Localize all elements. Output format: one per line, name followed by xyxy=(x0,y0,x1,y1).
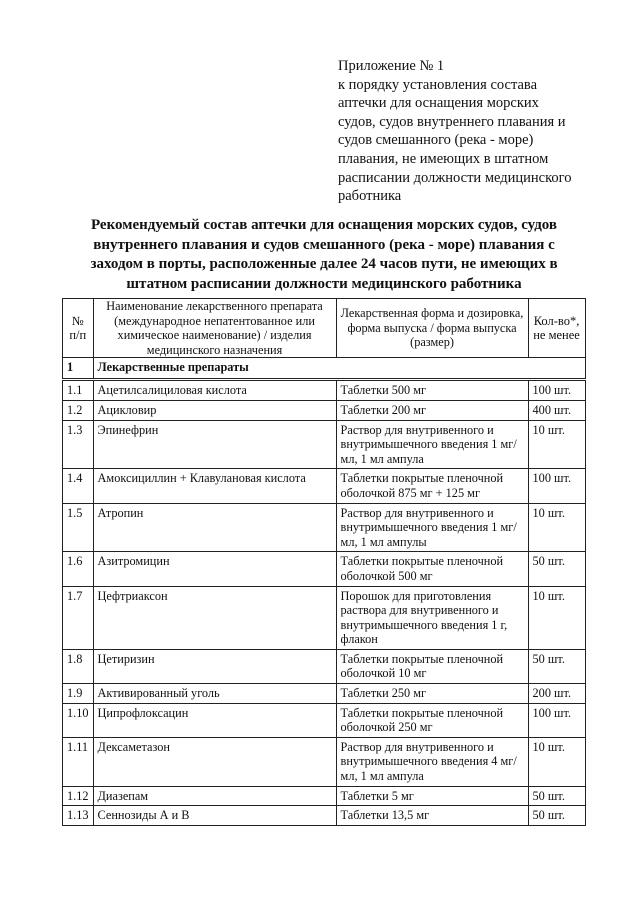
table-row xyxy=(63,737,586,786)
table-row xyxy=(63,400,586,420)
appendix-line: расписании должности медицинского xyxy=(338,169,572,186)
drug-name: Цетиризин xyxy=(93,649,336,683)
drug-name: Дексаметазон xyxy=(93,737,336,786)
drug-name: Амоксициллин + Клавулановая кислота xyxy=(93,469,336,503)
title-line: внутреннего плавания и судов смешанного (река - море) плавания с xyxy=(93,236,555,253)
drug-name: Азитромицин xyxy=(93,552,336,586)
dosage-form: Таблетки 200 мг xyxy=(336,400,528,420)
row-number: 1.13 xyxy=(63,806,94,826)
row-number: 1.8 xyxy=(63,649,94,683)
dosage-form: Таблетки 250 мг xyxy=(336,684,528,704)
dosage-form: Таблетки покрытые пленочной оболочкой 875 мг + 125 мг xyxy=(336,469,528,503)
quantity: 100 шт. xyxy=(528,380,585,401)
appendix-block xyxy=(338,57,628,206)
dosage-form: Таблетки 500 мг xyxy=(336,380,528,401)
quantity: 400 шт. xyxy=(528,400,585,420)
quantity: 10 шт. xyxy=(528,420,585,469)
quantity: 50 шт. xyxy=(528,806,585,826)
dosage-form: Раствор для внутривенного и внутримышечного введения 4 мг/мл, 1 мл ампула xyxy=(336,737,528,786)
dosage-form: Таблетки покрытые пленочной оболочкой 250 мг xyxy=(336,703,528,737)
row-number: 1.11 xyxy=(63,737,94,786)
title-line: штатном расписании должности медицинского работника xyxy=(126,275,522,292)
dosage-form: Раствор для внутривенного и внутримышечного введения 1 мг/мл, 1 мл ампула xyxy=(336,420,528,469)
table-row xyxy=(63,503,586,552)
quantity: 50 шт. xyxy=(528,786,585,806)
dosage-form: Таблетки 5 мг xyxy=(336,786,528,806)
quantity: 10 шт. xyxy=(528,737,585,786)
appendix-line: работника xyxy=(338,188,402,205)
table-row xyxy=(63,786,586,806)
appendix-line: плавания, не имеющих в штатном xyxy=(338,150,549,167)
dosage-form: Таблетки покрытые пленочной оболочкой 10 мг xyxy=(336,649,528,683)
table-row xyxy=(63,552,586,586)
section-number: 1 xyxy=(63,358,94,380)
quantity: 100 шт. xyxy=(528,469,585,503)
drug-name: Цефтриаксон xyxy=(93,586,336,649)
drug-name: Диазепам xyxy=(93,786,336,806)
quantity: 100 шт. xyxy=(528,703,585,737)
dosage-form: Таблетки 13,5 мг xyxy=(336,806,528,826)
row-number: 1.5 xyxy=(63,503,94,552)
table-row xyxy=(63,806,586,826)
drug-name: Ацетилсалициловая кислота xyxy=(93,380,336,401)
table-row xyxy=(63,703,586,737)
table-row xyxy=(63,380,586,401)
drug-name: Ацикловир xyxy=(93,400,336,420)
appendix-line: судов, судов внутреннего плавания и xyxy=(338,113,566,130)
table-row xyxy=(63,469,586,503)
row-number: 1.3 xyxy=(63,420,94,469)
document-title xyxy=(60,216,588,294)
dosage-form: Раствор для внутривенного и внутримышечного введения 1 мг/мл, 1 мл ампулы xyxy=(336,503,528,552)
row-number: 1.7 xyxy=(63,586,94,649)
drug-name: Активированный уголь xyxy=(93,684,336,704)
header-name: Наименование лекарственного препарата (международное непатентованное или химическое наименование) / изделия медицинского назначения xyxy=(93,299,336,358)
drug-name: Атропин xyxy=(93,503,336,552)
drug-name: Сеннозиды А и В xyxy=(93,806,336,826)
header-quantity: Кол-во*, не менее xyxy=(528,299,585,358)
row-number: 1.10 xyxy=(63,703,94,737)
table-row xyxy=(63,420,586,469)
row-number: 1.9 xyxy=(63,684,94,704)
drug-name: Эпинефрин xyxy=(93,420,336,469)
header-form: Лекарственная форма и дозировка, форма выпуска / форма выпуска (размер) xyxy=(336,299,528,358)
appendix-line: к порядку установления состава xyxy=(338,76,537,93)
quantity: 10 шт. xyxy=(528,503,585,552)
row-number: 1.6 xyxy=(63,552,94,586)
table-row xyxy=(63,649,586,683)
quantity: 200 шт. xyxy=(528,684,585,704)
section-label: Лекарственные препараты xyxy=(93,358,585,380)
quantity: 50 шт. xyxy=(528,649,585,683)
row-number: 1.2 xyxy=(63,400,94,420)
row-number: 1.12 xyxy=(63,786,94,806)
quantity: 50 шт. xyxy=(528,552,585,586)
quantity: 10 шт. xyxy=(528,586,585,649)
appendix-line: аптечки для оснащения морских xyxy=(338,95,539,112)
medicine-table xyxy=(62,298,586,826)
row-number: 1.4 xyxy=(63,469,94,503)
table-header-row xyxy=(63,299,586,358)
drug-name: Ципрофлоксацин xyxy=(93,703,336,737)
section-row xyxy=(63,358,586,380)
dosage-form: Порошок для приготовления раствора для внутривенного и внутримышечного введения 1 г, флакон xyxy=(336,586,528,649)
row-number: 1.1 xyxy=(63,380,94,401)
title-line: Рекомендуемый состав аптечки для оснащения морских судов, судов xyxy=(90,217,558,233)
header-number: № п/п xyxy=(63,299,94,358)
table-row xyxy=(63,684,586,704)
dosage-form: Таблетки покрытые пленочной оболочкой 500 мг xyxy=(336,552,528,586)
table-row xyxy=(63,586,586,649)
appendix-line: Приложение № 1 xyxy=(338,58,445,74)
title-line: заходом в порты, расположенные далее 24 часов пути, не имеющих в xyxy=(90,256,558,272)
appendix-line: судов смешанного (река - море) xyxy=(338,132,534,149)
